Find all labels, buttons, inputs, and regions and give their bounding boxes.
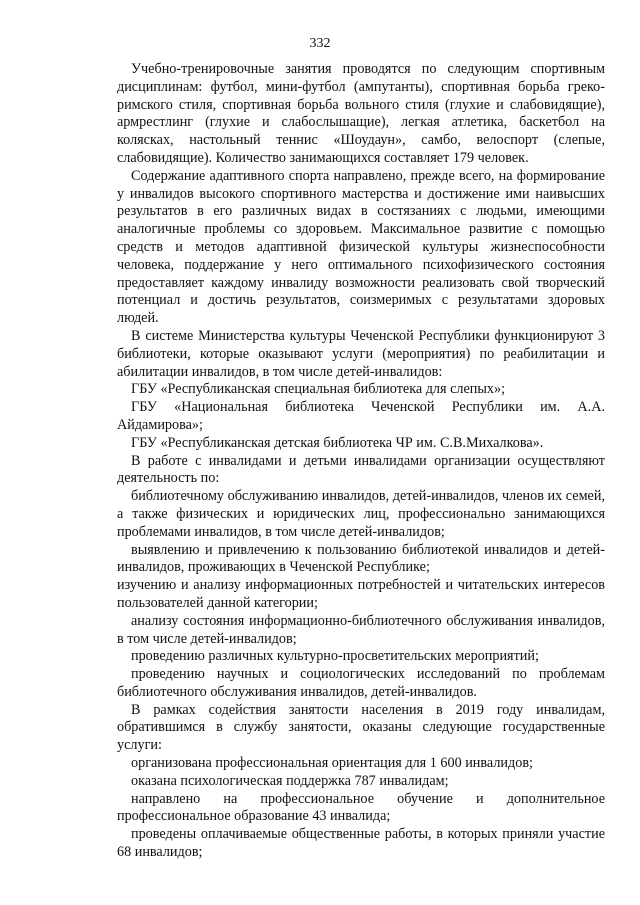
list-item-activity-study: изучению и анализу информационных потребностей и читательских интересов пользователей данной категории; xyxy=(117,577,605,611)
paragraph-libraries-intro: В системе Министерства культуры Чеченской Республики функционируют 3 библиотеки, которые оказывают услуги (мероприятия) по реабилитации и абилитации инвалидов, в том числе детей-инвалидов: xyxy=(117,327,605,380)
list-item-employment-public-works: проведены оплачиваемые общественные работы, в которых приняли участие 68 инвалидов; xyxy=(117,826,605,861)
paragraph-activities-intro: В работе с инвалидами и детьми инвалидами организации осуществляют деятельность по: xyxy=(117,452,605,487)
page-number: 332 xyxy=(309,36,331,51)
list-item-activity-identification: выявлению и привлечению к пользованию библиотекой инвалидов и детей-инвалидов, проживающих в Чеченской Республике; xyxy=(117,541,605,576)
list-item-library-children: ГБУ «Республиканская детская библиотека ЧР им. С.В.Михалкова». xyxy=(131,434,544,451)
list-item-library-national: ГБУ «Национальная библиотека Чеченской Республики им. А.А. Айдамирова»; xyxy=(117,399,605,433)
paragraph-adaptive-sport: Содержание адаптивного спорта направлено, прежде всего, на формирование у инвалидов высокого спортивного мастерства и достижение ими наивысших результатов в его различных видах в состязаниях с людьми, имеющими аналогичные проблемы со здоровьем. Максимальное развитие с помощью средств и методов адаптивной физической культуры жизнеспособности человека, поддержание у него оптимального психофизического состояния предоставляет каждому инвалиду возможности реализовать свой творческий потенциал и достичь результатов, соизмеримых с результатами здоровых людей. xyxy=(117,167,605,327)
paragraph-employment-intro: В рамках содействия занятости населения в 2019 году инвалидам, обратившимся в службу занятости, оказаны следующие государственные услуги: xyxy=(117,701,605,754)
list-item-activity-service: библиотечному обслуживанию инвалидов, детей-инвалидов, членов их семей, а также физических и юридических лиц, профессионально занимающихся проблемами инвалидов, в том числе детей-инвалидов; xyxy=(117,488,605,540)
list-item-library-blind: ГБУ «Республиканская специальная библиотека для слепых»; xyxy=(131,381,506,398)
list-item-employment-training: направлено на профессиональное обучение и дополнительное профессиональное образование 43 инвалида; xyxy=(117,790,605,825)
list-item-activity-research: проведению научных и социологических исследований по проблемам библиотечного обслуживания инвалидов, детей-инвалидов. xyxy=(117,666,605,700)
list-item-employment-orientation: организована профессиональная ориентация для 1 600 инвалидов; xyxy=(131,755,533,772)
paragraph-sports-disciplines: Учебно-тренировочные занятия проводятся по следующим спортивным дисциплинам: футбол, мини-футбол (ампутанты), спортивная борьба греко-римского стиля, спортивная борьба вольного стиля (глухие и слабовидящие), армрестлинг (глухие и слабослышащие), легкая атлетика, баскетбол на колясках, настольный теннис «Шоудаун», самбо, велоспорт (слепые, слабовидящие). Количество занимающихся составляет 179 человек. xyxy=(117,61,605,166)
list-item-activity-events: проведению различных культурно-просветительских мероприятий; xyxy=(131,648,539,665)
document-body xyxy=(117,61,605,862)
list-item-employment-psychological: оказана психологическая поддержка 787 инвалидам; xyxy=(131,772,449,789)
list-item-activity-analysis: анализу состояния информационно-библиотечного обслуживания инвалидов, в том числе детей-инвалидов; xyxy=(117,612,605,647)
